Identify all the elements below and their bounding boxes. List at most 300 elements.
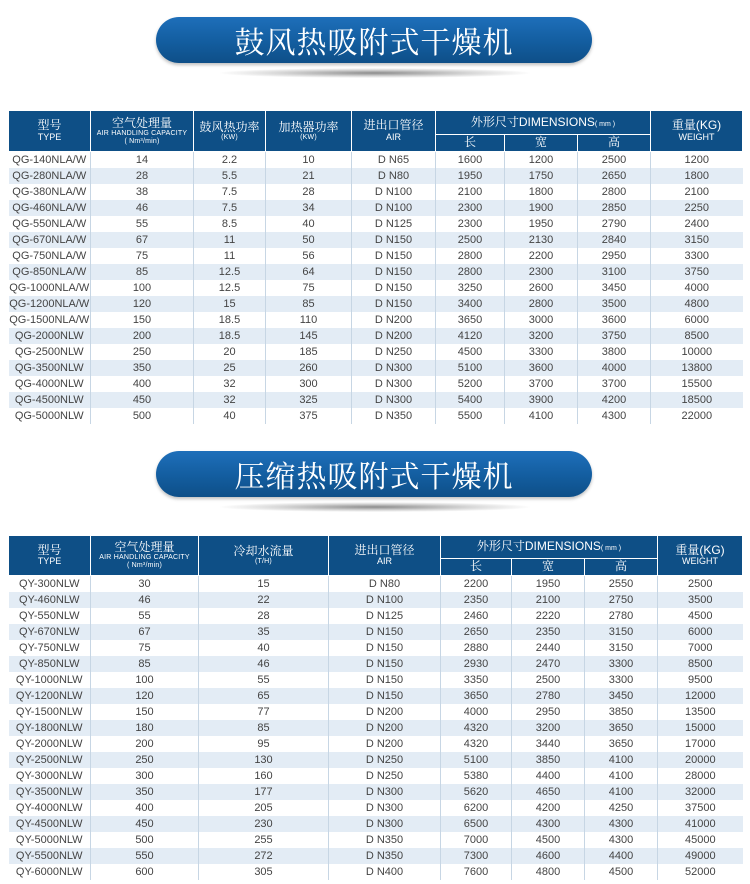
table-cell: 20000 — [658, 752, 743, 768]
table-cell: D N350 — [352, 408, 436, 424]
header-air-capacity: 空气处理量 AIR HANDLING CAPACITY ( Nm³/min) — [91, 111, 194, 152]
table-cell: 17000 — [658, 736, 743, 752]
header-dimensions: 外形尺寸DIMENSIONS( mm ) — [441, 536, 658, 559]
table-cell: 28000 — [658, 768, 743, 784]
table-cell: 2300 — [505, 264, 578, 280]
table-cell: 3750 — [651, 264, 743, 280]
table-cell: 230 — [199, 816, 329, 832]
table-cell: 4100 — [585, 768, 658, 784]
table-cell: 145 — [266, 328, 352, 344]
table-cell: 600 — [91, 864, 199, 880]
table-cell: QY-550NLW — [9, 608, 91, 624]
table-cell: 8500 — [658, 656, 743, 672]
table-row — [9, 640, 743, 656]
table-cell: 260 — [266, 360, 352, 376]
table-cell: 3500 — [658, 592, 743, 608]
table-cell: 5620 — [441, 784, 512, 800]
table-cell: 2550 — [585, 576, 658, 593]
table-cell: D N200 — [352, 328, 436, 344]
table-cell: D N80 — [352, 168, 436, 184]
table-cell: 2950 — [578, 248, 651, 264]
table-cell: 4200 — [578, 392, 651, 408]
header-length: 长 — [436, 135, 505, 152]
table-cell: 3650 — [441, 688, 512, 704]
header-width: 宽 — [505, 135, 578, 152]
table-cell: 300 — [91, 768, 199, 784]
table-cell: 85 — [91, 656, 199, 672]
table-cell: 2400 — [651, 216, 743, 232]
table-cell: 67 — [91, 624, 199, 640]
table-cell: 2100 — [512, 592, 585, 608]
table-cell: 40 — [266, 216, 352, 232]
table-cell: 7.5 — [194, 184, 266, 200]
table-cell: 40 — [199, 640, 329, 656]
table-row — [9, 392, 743, 408]
table-cell: 46 — [91, 200, 194, 216]
table-row — [9, 328, 743, 344]
table-cell: 450 — [91, 392, 194, 408]
table-cell: 3700 — [505, 376, 578, 392]
table-cell: D N350 — [329, 848, 441, 864]
table-row — [9, 656, 743, 672]
table-cell: D N150 — [329, 640, 441, 656]
table-row — [9, 672, 743, 688]
table-cell: 64 — [266, 264, 352, 280]
table-cell: 2790 — [578, 216, 651, 232]
table-cell: 2300 — [436, 216, 505, 232]
table-cell: 4100 — [505, 408, 578, 424]
table-cell: D N250 — [329, 752, 441, 768]
table-cell: 65 — [199, 688, 329, 704]
table-cell: QY-3500NLW — [9, 784, 91, 800]
table-cell: 2780 — [512, 688, 585, 704]
table-cell: D N300 — [329, 800, 441, 816]
table-cell: 3300 — [505, 344, 578, 360]
table-cell: D N150 — [352, 232, 436, 248]
table-cell: 1950 — [512, 576, 585, 593]
table-cell: 5380 — [441, 768, 512, 784]
spec-table-blower-dryer — [8, 110, 743, 424]
table-cell: 130 — [199, 752, 329, 768]
table-cell: 2840 — [578, 232, 651, 248]
table-cell: 11 — [194, 232, 266, 248]
table-row — [9, 704, 743, 720]
table-cell: 2930 — [441, 656, 512, 672]
table-cell: 180 — [91, 720, 199, 736]
table-row — [9, 688, 743, 704]
table-row — [9, 264, 743, 280]
table-cell: D N125 — [329, 608, 441, 624]
table-cell: 3500 — [578, 296, 651, 312]
table-cell: 4650 — [512, 784, 585, 800]
header-inlet-diameter: 进出口管径 AIR — [329, 536, 441, 576]
table-cell: 11 — [194, 248, 266, 264]
table-cell: 200 — [91, 736, 199, 752]
table-cell: 55 — [91, 608, 199, 624]
table-cell: 85 — [266, 296, 352, 312]
table-cell: QG-1500NLA/W — [9, 314, 90, 326]
table-cell: 25 — [194, 360, 266, 376]
table-cell: 3300 — [585, 672, 658, 688]
table-cell: 3150 — [651, 232, 743, 248]
table-cell: D N150 — [352, 248, 436, 264]
header-blower-power: 鼓风热功率 (KW) — [194, 111, 266, 152]
table-cell: 3600 — [505, 360, 578, 376]
table-cell: QG-140NLA/W — [9, 152, 91, 169]
table-cell: 2350 — [512, 624, 585, 640]
header-cooling-water-flow: 冷却水流量 (T/H) — [199, 536, 329, 576]
table-cell: 1200 — [651, 152, 743, 169]
table-cell: 120 — [91, 296, 194, 312]
table-cell: 2800 — [436, 264, 505, 280]
table-cell: D N200 — [329, 704, 441, 720]
table-cell: QY-460NLW — [9, 592, 91, 608]
table-cell: 3800 — [578, 344, 651, 360]
table-cell: 85 — [199, 720, 329, 736]
header-air-capacity: 空气处理量 AIR HANDLING CAPACITY ( Nm³/min) — [91, 536, 199, 576]
table-cell: 9500 — [658, 672, 743, 688]
table-cell: 177 — [199, 784, 329, 800]
table-cell: 30 — [91, 576, 199, 593]
table-cell: 350 — [91, 360, 194, 376]
table-cell: 77 — [199, 704, 329, 720]
table-cell: 75 — [266, 280, 352, 296]
header-height: 高 — [578, 135, 651, 152]
table-cell: 7000 — [658, 640, 743, 656]
table-cell: 4500 — [512, 832, 585, 848]
header-length: 长 — [441, 559, 512, 576]
table-cell: QY-2000NLW — [9, 736, 91, 752]
table-cell: 20 — [194, 344, 266, 360]
table-cell: 5400 — [436, 392, 505, 408]
table-cell: QG-4500NLW — [9, 392, 91, 408]
table-cell: 300 — [266, 376, 352, 392]
table-cell: QY-5000NLW — [9, 832, 91, 848]
table-cell: 3450 — [578, 280, 651, 296]
table-cell: 4300 — [585, 832, 658, 848]
table-cell: 37500 — [658, 800, 743, 816]
table-row — [9, 360, 743, 376]
table-cell: 2100 — [651, 184, 743, 200]
table-cell: 3700 — [578, 376, 651, 392]
table-cell: 45000 — [658, 832, 743, 848]
table-cell: 400 — [91, 800, 199, 816]
table-cell: 200 — [91, 328, 194, 344]
table-cell: QG-550NLA/W — [9, 216, 91, 232]
table-cell: 3150 — [585, 640, 658, 656]
table-cell: 2100 — [436, 184, 505, 200]
table-row — [9, 200, 743, 216]
table-cell: 4320 — [441, 736, 512, 752]
table-cell: D N300 — [329, 816, 441, 832]
table-cell: 3650 — [585, 720, 658, 736]
table-cell: 3250 — [436, 280, 505, 296]
table-cell: QY-850NLW — [9, 656, 91, 672]
table-cell: 2300 — [436, 200, 505, 216]
table-cell: 2850 — [578, 200, 651, 216]
table-cell: QY-1800NLW — [9, 720, 91, 736]
table-cell: 32000 — [658, 784, 743, 800]
table-cell: 2200 — [505, 248, 578, 264]
table-cell: 6200 — [441, 800, 512, 816]
table-cell: 2950 — [512, 704, 585, 720]
table-cell: D N300 — [329, 784, 441, 800]
table-cell: D N100 — [352, 200, 436, 216]
table-cell: 2800 — [436, 248, 505, 264]
header-weight: 重量(KG) WEIGHT — [651, 111, 743, 152]
table-cell: QG-460NLA/W — [9, 200, 91, 216]
table-cell: QG-2500NLW — [9, 344, 91, 360]
section-title-compression-dryer: 压缩热吸附式干燥机 — [156, 451, 592, 497]
header-dimensions: 外形尺寸DIMENSIONS( mm ) — [436, 111, 651, 135]
table-cell: 3450 — [585, 688, 658, 704]
table-row — [9, 280, 743, 296]
table-cell: QG-380NLA/W — [9, 184, 91, 200]
table-cell: 38 — [91, 184, 194, 200]
table-cell: 350 — [91, 784, 199, 800]
table-cell: 46 — [199, 656, 329, 672]
table-row — [9, 152, 743, 169]
table-row — [9, 848, 743, 864]
table-cell: 1750 — [505, 168, 578, 184]
table-cell: QY-1200NLW — [9, 688, 91, 704]
table-cell: 250 — [91, 344, 194, 360]
table-row — [9, 312, 743, 328]
header-width: 宽 — [512, 559, 585, 576]
table-cell: D N300 — [352, 392, 436, 408]
table-cell: QG-4000NLW — [9, 376, 91, 392]
table-cell: QG-1200NLA/W — [9, 298, 90, 310]
table-cell: 5200 — [436, 376, 505, 392]
table-cell: 2800 — [505, 296, 578, 312]
table-row — [9, 864, 743, 880]
table-cell: 14 — [91, 152, 194, 169]
table-cell: D N150 — [329, 656, 441, 672]
table-cell: 7.5 — [194, 200, 266, 216]
table-row — [9, 752, 743, 768]
table-cell: 52000 — [658, 864, 743, 880]
table-cell: D N300 — [352, 360, 436, 376]
table-cell: 305 — [199, 864, 329, 880]
table-cell: 5.5 — [194, 168, 266, 184]
table-row — [9, 592, 743, 608]
table-cell: 4500 — [436, 344, 505, 360]
table-cell: 4000 — [441, 704, 512, 720]
table-row — [9, 232, 743, 248]
table-cell: 3600 — [578, 312, 651, 328]
header-heater-power: 加热器功率 (KW) — [266, 111, 352, 152]
table-cell: 85 — [91, 264, 194, 280]
table-cell: 2800 — [578, 184, 651, 200]
table-row — [9, 832, 743, 848]
table-cell: 4320 — [441, 720, 512, 736]
header-height: 高 — [585, 559, 658, 576]
table-cell: 4500 — [585, 864, 658, 880]
table-cell: 55 — [91, 216, 194, 232]
table-cell: QG-3500NLW — [9, 360, 91, 376]
table-cell: 15 — [199, 576, 329, 593]
table-cell: 2250 — [651, 200, 743, 216]
table-cell: 75 — [91, 640, 199, 656]
table-row — [9, 408, 743, 424]
table-cell: 2500 — [436, 232, 505, 248]
table-cell: 255 — [199, 832, 329, 848]
table-cell: 15500 — [651, 376, 743, 392]
table-cell: 4500 — [658, 608, 743, 624]
table-cell: 75 — [91, 248, 194, 264]
table-cell: D N125 — [352, 216, 436, 232]
table-cell: D N150 — [352, 264, 436, 280]
table-cell: 12.5 — [194, 264, 266, 280]
table-cell: 2500 — [578, 152, 651, 169]
table-row — [9, 784, 743, 800]
table-cell: QG-850NLA/W — [9, 264, 91, 280]
table-cell: 28 — [199, 608, 329, 624]
table-row — [9, 296, 743, 312]
table-cell: 22 — [199, 592, 329, 608]
table-cell: QY-4000NLW — [9, 800, 91, 816]
table-cell: 21 — [266, 168, 352, 184]
table-body — [9, 152, 743, 425]
table-cell: 1800 — [505, 184, 578, 200]
table-cell: 13500 — [658, 704, 743, 720]
table-cell: D N400 — [329, 864, 441, 880]
table-cell: D N150 — [352, 280, 436, 296]
table-cell: 2460 — [441, 608, 512, 624]
table-cell: QG-5000NLW — [9, 408, 91, 424]
table-row — [9, 768, 743, 784]
table-cell: 120 — [91, 688, 199, 704]
table-cell: 3150 — [585, 624, 658, 640]
table-cell: D N65 — [352, 152, 436, 169]
table-cell: 100 — [91, 280, 194, 296]
table-cell: 50 — [266, 232, 352, 248]
table-cell: 10 — [266, 152, 352, 169]
table-cell: 95 — [199, 736, 329, 752]
table-cell: 3350 — [441, 672, 512, 688]
table-cell: 2780 — [585, 608, 658, 624]
table-cell: 32 — [194, 376, 266, 392]
header-inlet-diameter: 进出口管径 AIR — [352, 111, 436, 152]
table-cell: 2880 — [441, 640, 512, 656]
table-cell: 35 — [199, 624, 329, 640]
table-cell: 4100 — [585, 752, 658, 768]
table-cell: 18500 — [651, 392, 743, 408]
table-cell: 272 — [199, 848, 329, 864]
table-cell: 3300 — [585, 656, 658, 672]
table-cell: 32 — [194, 392, 266, 408]
table-cell: 4200 — [512, 800, 585, 816]
table-cell: 4600 — [512, 848, 585, 864]
table-cell: 4000 — [651, 280, 743, 296]
spec-table-compression-dryer — [8, 535, 743, 880]
table-cell: D N200 — [329, 736, 441, 752]
table-cell: D N150 — [329, 624, 441, 640]
table-cell: QY-1000NLW — [9, 672, 91, 688]
table-cell: QY-750NLW — [9, 640, 91, 656]
table-cell: 5500 — [436, 408, 505, 424]
table-cell: 55 — [199, 672, 329, 688]
table-cell: 2500 — [512, 672, 585, 688]
table-cell: 205 — [199, 800, 329, 816]
table-cell: 3900 — [505, 392, 578, 408]
table-cell: QY-3000NLW — [9, 768, 91, 784]
table-cell: 4400 — [512, 768, 585, 784]
table-row — [9, 624, 743, 640]
table-cell: 1950 — [436, 168, 505, 184]
table-cell: QG-2000NLW — [9, 328, 91, 344]
table-cell: 2650 — [578, 168, 651, 184]
table-cell: 7600 — [441, 864, 512, 880]
header-model: 型号 TYPE — [9, 111, 91, 152]
table-cell: 325 — [266, 392, 352, 408]
table-cell: 4000 — [578, 360, 651, 376]
table-cell: D N100 — [352, 184, 436, 200]
section-title-blower-dryer: 鼓风热吸附式干燥机 — [156, 17, 592, 63]
table-row — [9, 168, 743, 184]
table-cell: 3850 — [585, 704, 658, 720]
table-cell: QG-670NLA/W — [9, 232, 91, 248]
table-cell: D N150 — [329, 688, 441, 704]
table-cell: 2500 — [658, 576, 743, 593]
table-cell: 160 — [199, 768, 329, 784]
header-model: 型号 TYPE — [9, 536, 91, 576]
table-cell: QG-280NLA/W — [9, 168, 91, 184]
table-cell: 2600 — [505, 280, 578, 296]
title-shadow — [220, 502, 530, 512]
table-cell: D N200 — [329, 720, 441, 736]
table-cell: 5100 — [441, 752, 512, 768]
table-cell: 18.5 — [194, 312, 266, 328]
table-cell: D N200 — [352, 312, 436, 328]
table-row — [9, 800, 743, 816]
table-cell: 7300 — [441, 848, 512, 864]
table-cell: 12000 — [658, 688, 743, 704]
table-cell: 7000 — [441, 832, 512, 848]
table-cell: 1950 — [505, 216, 578, 232]
table-row — [9, 736, 743, 752]
table-cell: 2200 — [441, 576, 512, 593]
table-cell: 550 — [91, 848, 199, 864]
table-cell: D N100 — [329, 592, 441, 608]
table-cell: 4400 — [585, 848, 658, 864]
table-cell: 150 — [91, 704, 199, 720]
table-cell: D N300 — [352, 376, 436, 392]
table-cell: D N250 — [329, 768, 441, 784]
table-cell: 3650 — [436, 312, 505, 328]
table-body — [9, 576, 743, 881]
table-cell: 1200 — [505, 152, 578, 169]
table-cell: 3200 — [512, 720, 585, 736]
table-cell: 2220 — [512, 608, 585, 624]
table-cell: 3440 — [512, 736, 585, 752]
table-cell: 28 — [91, 168, 194, 184]
table-cell: 67 — [91, 232, 194, 248]
table-cell: 1800 — [651, 168, 743, 184]
table-cell: 12.5 — [194, 280, 266, 296]
table-cell: 4120 — [436, 328, 505, 344]
table-cell: 8.5 — [194, 216, 266, 232]
table-cell: QG-750NLA/W — [9, 248, 91, 264]
table-cell: 6500 — [441, 816, 512, 832]
table-cell: 3100 — [578, 264, 651, 280]
table-cell: D N150 — [352, 296, 436, 312]
table-cell: 3200 — [505, 328, 578, 344]
table-cell: 450 — [91, 816, 199, 832]
table-cell: 250 — [91, 752, 199, 768]
table-cell: 13800 — [651, 360, 743, 376]
table-cell: 2470 — [512, 656, 585, 672]
